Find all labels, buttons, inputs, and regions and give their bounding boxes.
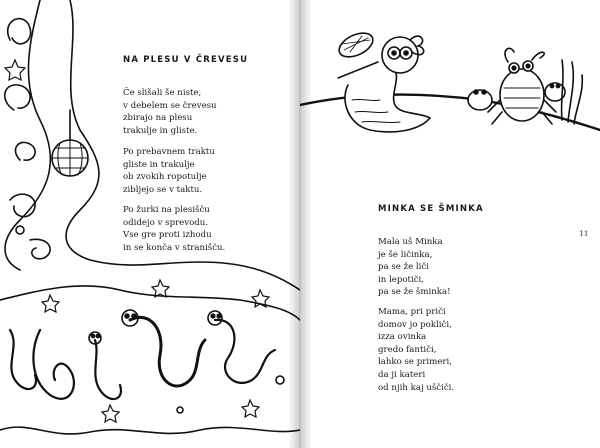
verse-line: je še ličinka, bbox=[378, 249, 433, 260]
right-page bbox=[300, 0, 600, 448]
book-gutter-shadow bbox=[288, 0, 312, 448]
verse-line: Mala uš Minka bbox=[378, 237, 443, 247]
stanza-3 bbox=[123, 204, 225, 254]
verse-line: od njih kaj uščiči. bbox=[378, 382, 455, 393]
verse-line: pa se že liči bbox=[378, 262, 429, 273]
verse-line: pa se že šminka! bbox=[378, 287, 451, 298]
page-number: 11 bbox=[579, 229, 589, 238]
verse-line: v debelem se črevesu bbox=[123, 100, 217, 111]
verse-line: gredo fantiči, bbox=[378, 344, 437, 355]
verse-line: Vse gre proti izhodu bbox=[123, 230, 212, 241]
verse-line: Mama, pri priči bbox=[378, 307, 446, 317]
poem-title: MINKA SE ŠMINKA bbox=[378, 204, 484, 214]
verse-line: Če slišali še niste, bbox=[123, 88, 202, 98]
stanza-1 bbox=[378, 236, 451, 299]
verse-line: zibljejo se v taktu. bbox=[123, 184, 203, 195]
verse-line: izza ovinka bbox=[378, 332, 427, 343]
verse-line: Po žurki na plesišču bbox=[123, 205, 210, 215]
poem-title: NA PLESU V ČREVESU bbox=[123, 55, 249, 65]
verse-line: in se konča v stranišču. bbox=[123, 242, 226, 253]
verse-line: Po prebavnem traktu bbox=[123, 147, 215, 157]
verse-line: zbirajo na plesu bbox=[123, 113, 193, 124]
stanza-1 bbox=[123, 87, 217, 137]
stanza-2 bbox=[123, 146, 215, 196]
verse-line: ob zvokih ropotulje bbox=[123, 172, 207, 183]
verse-line: gliste in trakulje bbox=[123, 159, 195, 170]
verse-line: lahko se primeri, bbox=[378, 357, 452, 368]
stanza-2 bbox=[378, 306, 454, 394]
verse-line: trakulje in gliste. bbox=[123, 125, 198, 136]
verse-line: in lepotiči, bbox=[378, 274, 425, 285]
verse-line: domov jo pokliči, bbox=[378, 319, 452, 330]
verse-line: odidejo v sprevodu. bbox=[123, 217, 209, 228]
verse-line: da ji kateri bbox=[378, 369, 426, 380]
